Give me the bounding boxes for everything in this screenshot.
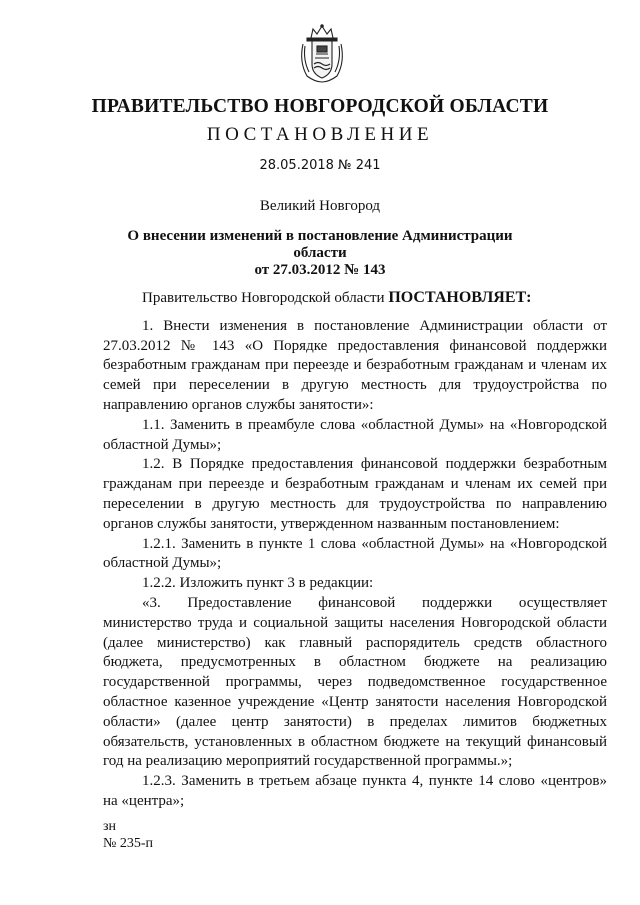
lead-text: Правительство Новгородской области — [142, 290, 389, 306]
date-and-number: 28.05.2018 № 241 — [259, 158, 381, 173]
document-body — [103, 288, 607, 812]
paragraph-1-2-1: 1.2.1. Заменить в пункте 1 слова «областной Думы» на «Новгородской областной Думы»; — [103, 535, 607, 572]
paragraph-1: 1. Внести изменения в постановление Администрации области от 27.03.2012 № 143 «О Порядке предоставления финансовой поддержки безработным гражданам при переезде и безработным гражданам и членам их семей при переселении в другую местность для трудоустройства по направлению органов службы занятости»: — [103, 317, 607, 413]
lead-keyword: ПОСТАНОВЛЯЕТ: — [388, 289, 532, 306]
subject-line-2: от 27.03.2012 № 143 — [254, 262, 386, 278]
internal-number: № 235-п — [103, 836, 154, 851]
government-title: ПРАВИТЕЛЬСТВО НОВГОРОДСКОЙ ОБЛАСТИ — [91, 96, 549, 117]
paragraph-1-2-2: 1.2.2. Изложить пункт 3 в редакции: — [142, 575, 374, 592]
paragraph-1-1: 1.1. Заменить в преамбуле слова «областной Думы» на «Новгородской областной Думы»; — [103, 416, 607, 453]
coat-of-arms-emblem — [297, 24, 347, 84]
paragraph-quote-3: «3. Предоставление финансовой поддержки осуществляет министерство труда и социальной защиты населения Новгородской области (далее министерство) как главный распорядитель средств областного бюджета, предусмотренных в областном бюджете на реализацию государственной программы, через подведомственное государственное областное казенное учреждение «Центр занятости населения Новгородской области» (далее центр занятости) в пределах лимитов бюджетных обязательств, установленных в областном бюджете на текущий финансовый год на реализацию мероприятий государственной программы.»; — [103, 594, 607, 770]
subject-line-1: О внесении изменений в постановление Администрации области — [127, 228, 513, 261]
footer — [103, 818, 153, 852]
paragraph-1-2: 1.2. В Порядке предоставления финансовой поддержки безработным гражданам при переезде и безработным гражданам и членам их семей при переселении в другую местность для трудоустройства по направлению органов службы занятости, утвержденном названным постановлением: — [103, 456, 607, 532]
executor-initials: зн — [103, 819, 117, 834]
paragraph-1-2-3: 1.2.3. Заменить в третьем абзаце пункта 4, пункте 14 слово «центров» на «центра»; — [103, 773, 607, 809]
document-type: ПОСТАНОВЛЕНИЕ — [206, 124, 434, 145]
city: Великий Новгород — [259, 198, 381, 214]
document-subject — [100, 228, 540, 279]
resolution-lead — [103, 288, 607, 309]
